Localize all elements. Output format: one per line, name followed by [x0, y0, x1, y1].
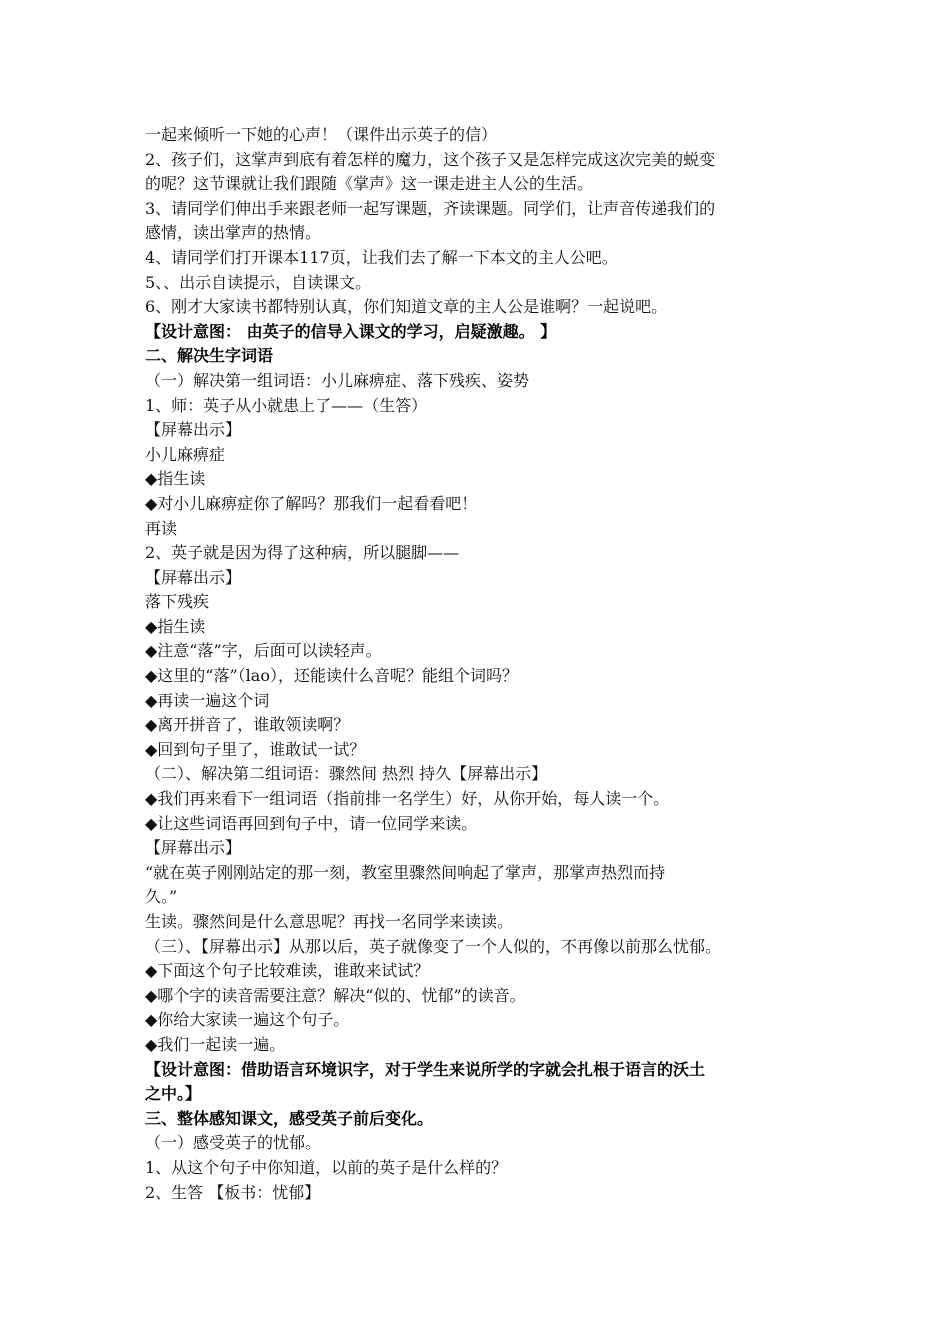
text-line: 1、师：英子从小就患上了——（生答）: [145, 395, 428, 415]
subsection-heading: （二）、解决第二组词语：骤然间 热烈 持久【屏幕出示】: [145, 764, 548, 784]
bullet-item: ◆指生读: [145, 616, 206, 636]
text-line: 一起来倾听一下她的心声！（课件出示英子的信）: [145, 125, 498, 144]
text-line: 生读。骤然间是什么意思呢？再找一名同学来读读。: [145, 912, 514, 931]
text-line: 的呢？这节课就让我们跟随《掌声》这一课走进主人公的生活。: [145, 174, 594, 194]
bullet-item: ◆我们再来看下一组词语（指前排一名学生）好，从你开始，每人读一个。: [145, 789, 670, 809]
bullet-item: ◆我们一起读一遍。: [145, 1034, 286, 1054]
text-line: 4、请同学们打开课本117页，让我们去了解一下本文的主人公吧。: [145, 247, 618, 267]
bullet-item: ◆注意“落”字，后面可以读轻声。: [145, 641, 382, 661]
section-heading: 三、整体感知课文，感受英子前后变化。: [145, 1108, 434, 1128]
text-line: 6、刚才大家读书都特别认真，你们知道文章的主人公是谁啊？一起说吧。: [145, 297, 668, 317]
text-line: 2、孩子们，这掌声到底有着怎样的魔力，这个孩子又是怎样完成这次完美的蜕变: [145, 149, 716, 169]
bullet-item: ◆再读一遍这个词: [145, 690, 270, 710]
document-page: [145, 123, 810, 1205]
design-intent-note: 之中。】: [145, 1084, 202, 1104]
text-line: 再读: [145, 518, 178, 538]
bullet-item: ◆让这些词语再回到句子中，请一位同学来读。: [145, 813, 478, 833]
bullet-item: ◆对小儿麻痹症你了解吗？那我们一起看看吧！: [145, 493, 478, 513]
quoted-sentence: “就在英子刚刚站定的那一刻，教室里骤然间响起了掌声，那掌声热烈而持: [145, 862, 666, 882]
quoted-sentence: 久。”: [145, 887, 178, 907]
bullet-item: ◆离开拼音了，谁敢领读啊？: [145, 715, 350, 735]
design-intent-note: 【设计意图：借助语言环境识字，对于学生来说所学的字就会扎根于语言的沃土: [145, 1059, 706, 1079]
bullet-item: ◆你给大家读一遍这个句子。: [145, 1010, 350, 1030]
vocabulary-word: 小儿麻痹症: [145, 444, 226, 464]
subsection-heading: （一）感受英子的忧郁。: [145, 1133, 322, 1153]
bullet-item: ◆下面这个句子比较难读，谁敢来试试？: [145, 961, 430, 981]
screen-display-label: 【屏幕出示】: [145, 838, 242, 858]
vocabulary-word: 落下残疾: [145, 592, 210, 612]
text-line: 2、生答 【板书：忧郁】: [145, 1182, 321, 1202]
bullet-item: ◆哪个字的读音需要注意？解决“似的、忧郁”的读音。: [145, 985, 526, 1005]
screen-display-label: 【屏幕出示】: [145, 567, 242, 587]
bullet-item: ◆指生读: [145, 469, 206, 489]
bullet-item: ◆回到句子里了，谁敢试一试？: [145, 739, 366, 759]
text-line: 2、英子就是因为得了这种病，所以腿脚——: [145, 543, 460, 563]
text-line: 5、、出示自读提示，自读课文。: [145, 272, 372, 292]
design-intent-note: 【设计意图： 由英子的信导入课文的学习，启疑激趣。 】: [145, 321, 557, 341]
bullet-item: ◆这里的“落”（lao），还能读什么音呢？能组个词吗？: [145, 666, 518, 686]
text-line: 3、请同学们伸出手来跟老师一起写课题，齐读课题。同学们，让声音传递我们的: [145, 198, 716, 218]
text-line: 1、从这个句子中你知道，以前的英子是什么样的？: [145, 1157, 508, 1177]
text-line: 感情，读出掌声的热情。: [145, 223, 322, 243]
subsection-heading: （三）、【屏幕出示】从那以后，英子就像变了一个人似的，不再像以前那么忧郁。: [145, 936, 722, 956]
section-heading: 二、解决生字词语: [145, 346, 274, 366]
screen-display-label: 【屏幕出示】: [145, 420, 242, 440]
subsection-heading: （一）解决第一组词语：小儿麻痹症、落下残疾、姿势: [145, 370, 530, 390]
